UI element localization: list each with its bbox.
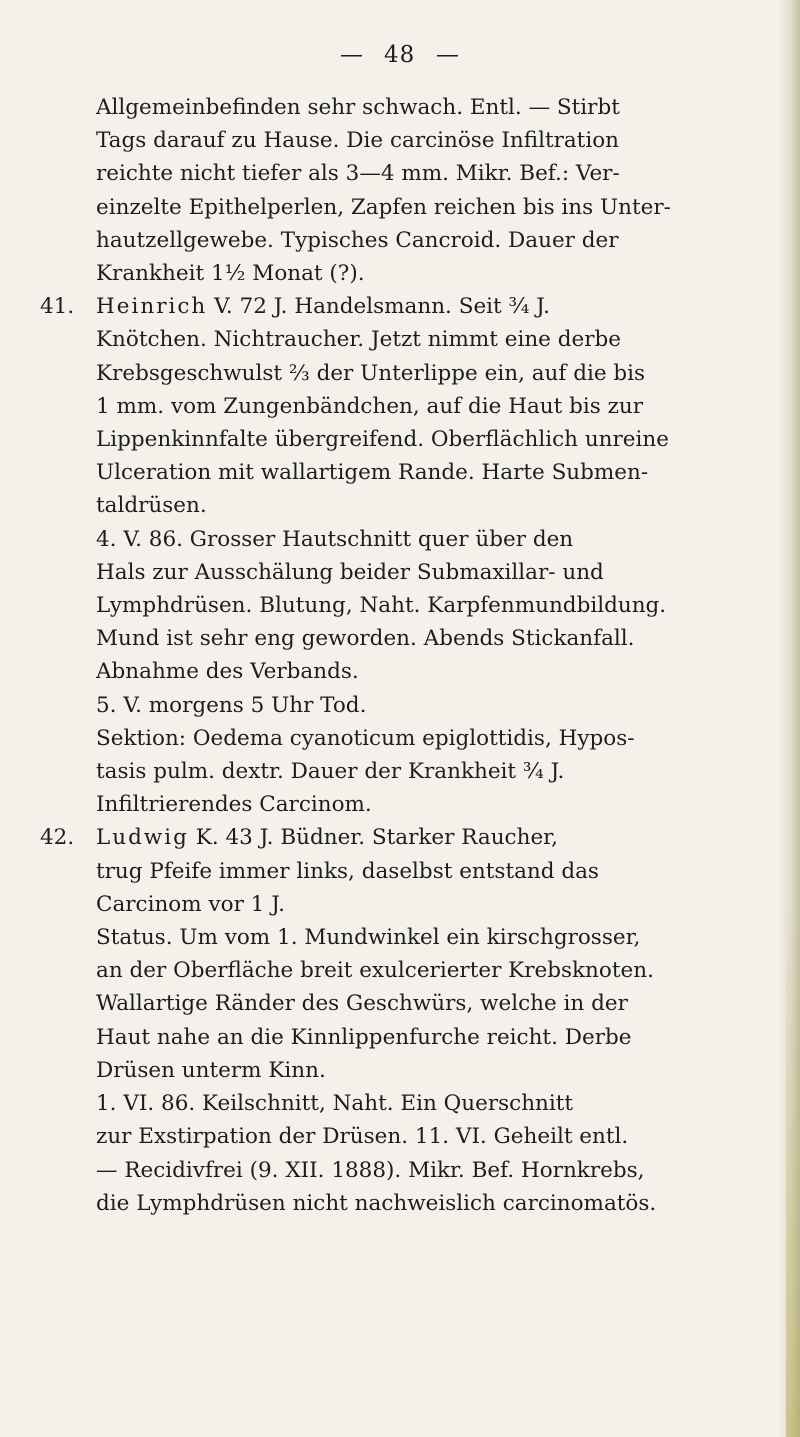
line-text: Status. Um vom 1. Mundwinkel ein kirschgrosser,	[96, 925, 641, 951]
case-number: 41.	[40, 294, 75, 320]
line-text: Mund ist sehr eng geworden. Abends Stickanfall.	[96, 626, 635, 652]
line-text: reichte nicht tiefer als 3—4 mm. Mikr. Bef.: Ver-	[96, 161, 620, 187]
line-text: Lippenkinnfalte übergreifend. Oberflächlich unreine	[96, 427, 669, 453]
text-line	[62, 954, 742, 987]
text-line	[62, 921, 742, 954]
text-line	[40, 821, 742, 854]
line-text: 1. VI. 86. Keilschnitt, Naht. Ein Querschnitt	[96, 1091, 574, 1117]
line-text: taldrüsen.	[96, 493, 207, 519]
text-line	[62, 722, 742, 755]
text-line	[62, 655, 742, 688]
text-line	[62, 224, 742, 257]
line-text: zur Exstirpation der Drüsen. 11. VI. Geheilt entl.	[96, 1124, 629, 1150]
line-text: Sektion: Oedema cyanoticum epiglottidis, Hypos-	[96, 725, 635, 751]
text-line	[62, 589, 742, 622]
line-text: Allgemeinbefinden sehr schwach. Entl. — Stirbt	[96, 95, 620, 120]
page-edge-stain	[786, 900, 800, 1437]
text-line	[62, 91, 742, 124]
line-text: einzelte Epithelperlen, Zapfen reichen bis ins Unter-	[96, 194, 671, 220]
line-text: tasis pulm. dextr. Dauer der Krankheit ¾ J.	[96, 759, 565, 785]
case-number: 42.	[40, 825, 75, 851]
text-line	[62, 888, 742, 921]
line-text: Carcinom vor 1 J.	[96, 891, 285, 917]
line-text: trug Pfeife immer links, daselbst entstand das	[96, 858, 599, 884]
text-line	[62, 323, 742, 356]
line-text: Drüsen unterm Kinn.	[96, 1057, 326, 1083]
text-line	[62, 622, 742, 655]
line-text: 5. V. morgens 5 Uhr Tod.	[96, 692, 367, 718]
text-line	[62, 556, 742, 589]
text-line	[40, 290, 742, 323]
text-line	[62, 855, 742, 888]
text-line	[62, 1154, 742, 1187]
header-dash-right: —	[436, 42, 460, 68]
text-line	[62, 191, 742, 224]
line-text: — Recidivfrei (9. XII. 1888). Mikr. Bef. Hornkrebs,	[96, 1157, 645, 1183]
case-text: V. 72 J. Handelsmann. Seit ¾ J.	[207, 294, 550, 320]
text-line	[62, 357, 742, 390]
text-line	[62, 1054, 742, 1087]
text-line	[62, 755, 742, 788]
body-text	[40, 91, 742, 1220]
text-line	[62, 1120, 742, 1153]
text-line	[62, 124, 742, 157]
text-line	[62, 456, 742, 489]
case-text: K. 43 J. Büdner. Starker Raucher,	[188, 825, 558, 851]
line-text: Infiltrierendes Carcinom.	[96, 792, 372, 818]
page-header	[0, 42, 800, 78]
text-line	[62, 689, 742, 722]
text-line	[62, 423, 742, 456]
line-text: hautzellgewebe. Typisches Cancroid. Dauer der	[96, 227, 619, 253]
text-line	[62, 1187, 742, 1220]
line-text: Krankheit 1½ Monat (?).	[96, 261, 365, 287]
line-text: Hals zur Ausschälung beider Submaxillar- und	[96, 559, 604, 585]
line-text: Ulceration mit wallartigem Rande. Harte Submen-	[96, 460, 649, 486]
line-text: 1 mm. vom Zungenbändchen, auf die Haut bis zur	[96, 393, 644, 419]
text-line	[62, 987, 742, 1020]
line-text: Knötchen. Nichtraucher. Jetzt nimmt eine derbe	[96, 327, 621, 353]
line-text: Lymphdrüsen. Blutung, Naht. Karpfenmundbildung.	[96, 593, 667, 619]
text-line	[62, 390, 742, 423]
line-text: Krebsgeschwulst ⅔ der Unterlippe ein, auf die bis	[96, 360, 646, 386]
line-text: die Lymphdrüsen nicht nachweislich carcinomatös.	[96, 1190, 657, 1216]
line-text: Wallartige Ränder des Geschwürs, welche in der	[96, 991, 628, 1017]
text-line	[62, 788, 742, 821]
header-dash-left: —	[340, 42, 364, 68]
text-line	[62, 257, 742, 290]
patient-name: Heinrich	[96, 294, 208, 320]
page-number: 48	[384, 42, 416, 68]
line-text: Tags darauf zu Hause. Die carcinöse Infiltration	[96, 128, 619, 154]
text-line	[62, 489, 742, 522]
text-line	[62, 1021, 742, 1054]
text-line	[62, 523, 742, 556]
line-text: Abnahme des Verbands.	[96, 659, 359, 685]
line-text: 4. V. 86. Grosser Hautschnitt quer über den	[96, 526, 574, 552]
text-line	[62, 1087, 742, 1120]
patient-name: Ludwig	[96, 825, 189, 851]
text-line	[62, 157, 742, 190]
line-text: an der Oberfläche breit exulcerierter Krebsknoten.	[96, 958, 654, 984]
line-text: Haut nahe an die Kinnlippenfurche reicht. Derbe	[96, 1024, 632, 1050]
